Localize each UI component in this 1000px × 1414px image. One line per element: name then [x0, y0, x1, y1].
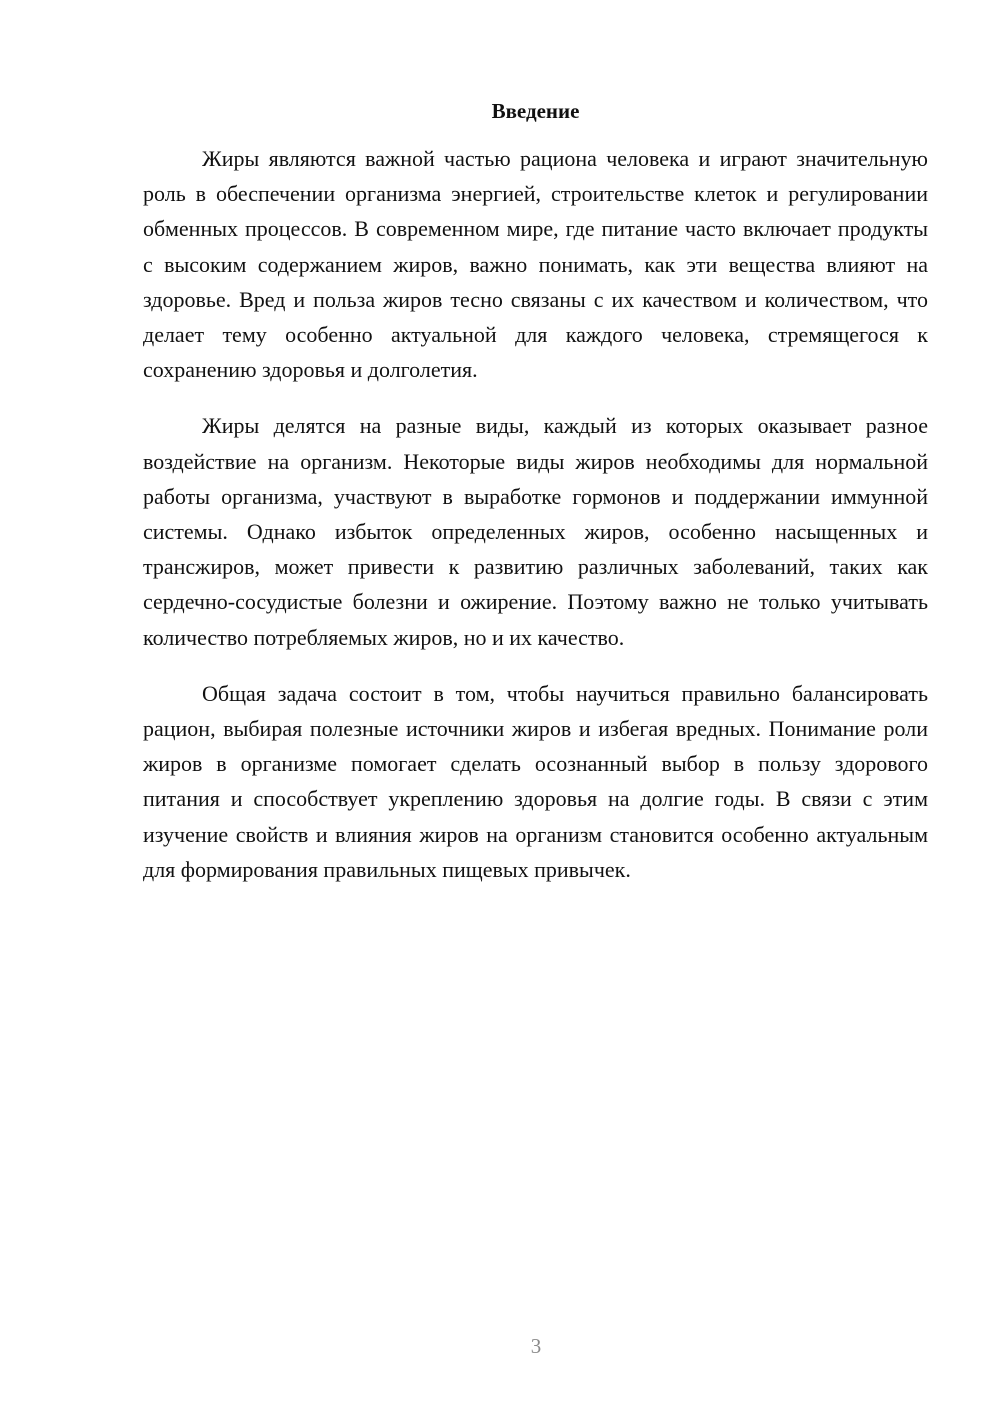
section-heading: Введение	[491, 99, 580, 123]
paragraph-3: Общая задача состоит в том, чтобы научиться правильно балансировать рацион, выбирая полезные источники жиров и избегая вредных. Понимание роли жиров в организме помогает сделать осознанный выбор в пользу здорового питания и способствует укреплению здоровья на долгие годы. В связи с этим изучение свойств и влияния жиров на организм становится особенно актуальным для формирования правильных пищевых привычек.	[143, 680, 928, 882]
paragraph-1: Жиры являются важной частью рациона человека и играют значительную роль в обеспечении организма энергией, строительстве клеток и регулировании обменных процессов. В современном мире, где питание часто включает продукты с высоким содержанием жиров, важно понимать, как эти вещества влияют на здоровье. Вред и польза жиров тесно связаны с их качеством и количеством, что делает тему особенно актуальной для каждого человека, стремящегося к сохранению здоровья и долголетия.	[143, 146, 928, 383]
paragraph-2: Жиры делятся на разные виды, каждый из которых оказывает разное воздействие на организм. Некоторые виды жиров необходимы для нормальной работы организма, участвуют в выработке гормонов и поддержании иммунной системы. Однако избыток определенных жиров, особенно насыщенных и трансжиров, может привести к развитию различных заболеваний, таких как сердечно-сосудистые болезни и ожирение. Поэтому важно не только учитывать количество потребляемых жиров, но и их качество.	[143, 413, 928, 650]
page-content	[143, 96, 928, 908]
page-number: 3	[530, 1334, 542, 1358]
